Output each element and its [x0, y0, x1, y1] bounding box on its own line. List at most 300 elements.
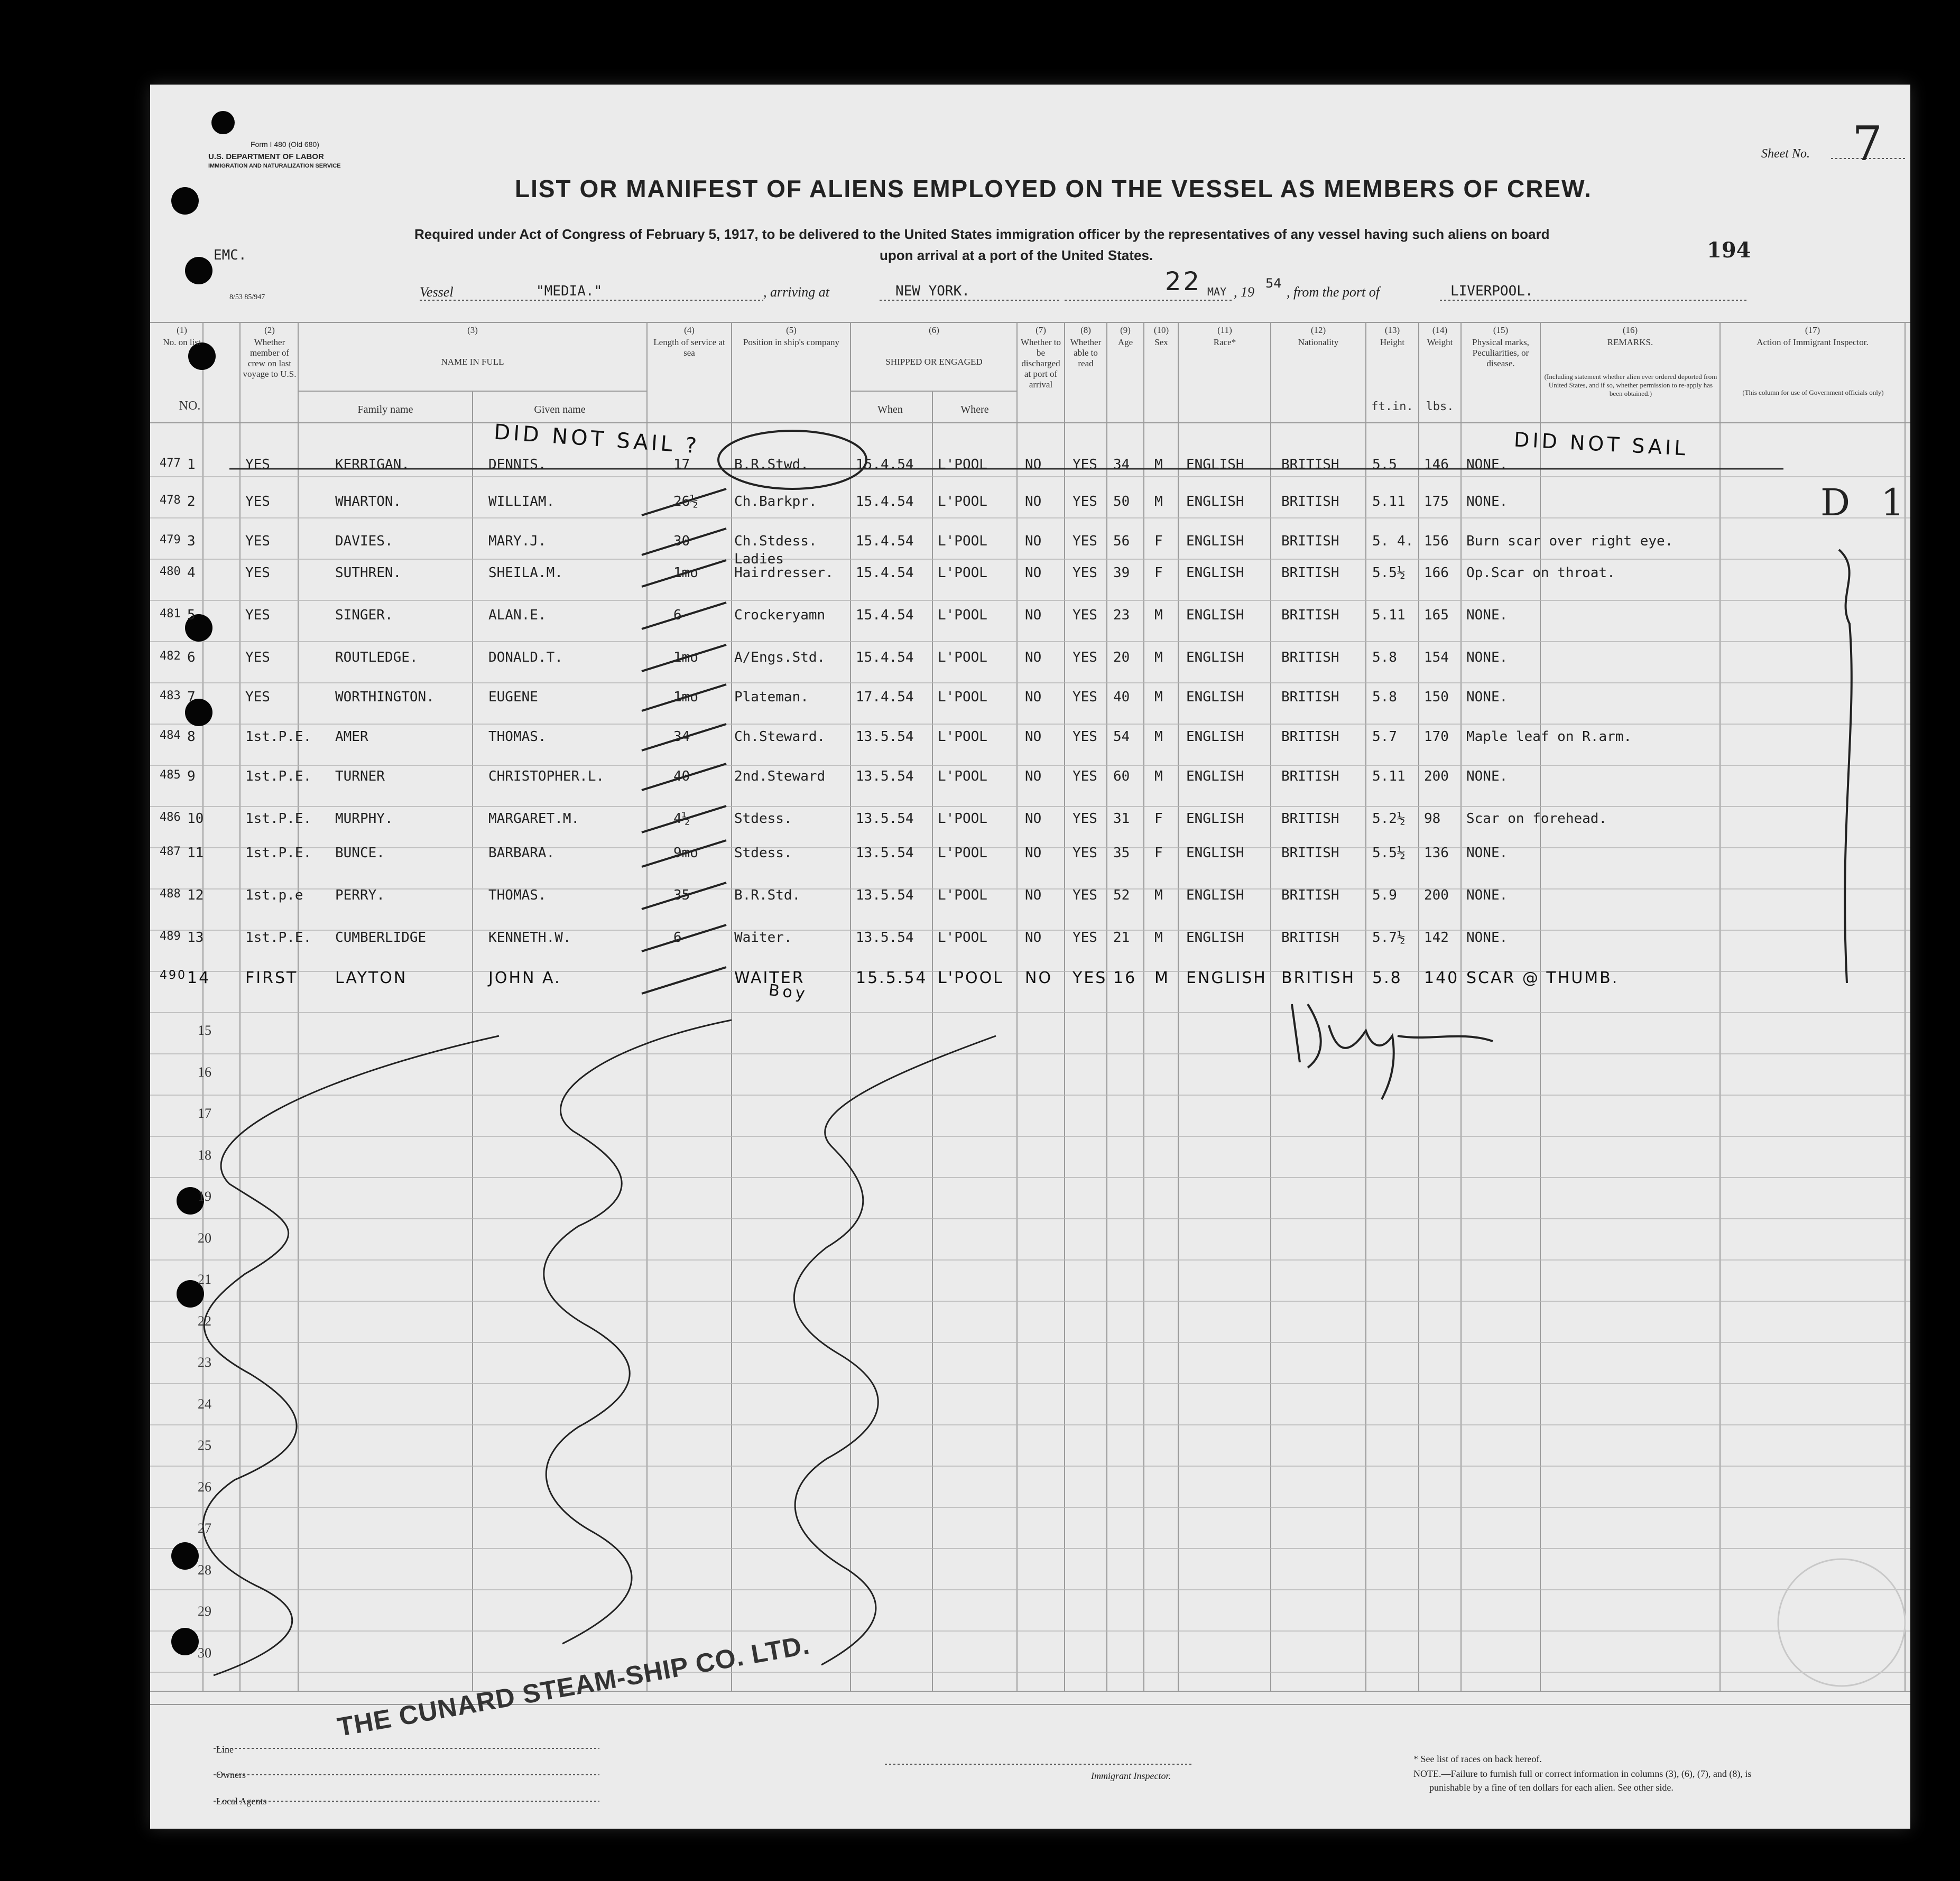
given-name: DONALD.T.: [488, 650, 563, 665]
subheader-height-units: ft.in.: [1371, 400, 1413, 413]
race: ENGLISH: [1186, 533, 1244, 549]
row-number: 1: [187, 457, 196, 472]
able-to-read: YES: [1073, 689, 1097, 705]
age: 52: [1113, 887, 1130, 903]
weight: 154: [1424, 650, 1449, 665]
length-of-service: 1mo: [673, 650, 698, 665]
length-of-service: 1mo: [673, 689, 698, 705]
discharge: NO: [1025, 930, 1042, 946]
length-of-service: 35: [673, 887, 690, 903]
race: ENGLISH: [1186, 494, 1244, 509]
last-voyage: YES: [245, 650, 270, 665]
position: B.R.Stwd.: [734, 457, 809, 472]
discharge: NO: [1025, 887, 1042, 903]
note-line-2: punishable by a fine of ten dollars for each alien. See other side.: [1429, 1782, 1674, 1793]
row-ref-number: 478: [160, 494, 181, 507]
row-number: 4: [187, 565, 196, 581]
discharge: NO: [1025, 650, 1042, 665]
weight: 156: [1424, 533, 1449, 549]
row-number: 8: [187, 729, 196, 745]
weight: 140: [1424, 969, 1459, 987]
punch-hole: [185, 257, 212, 284]
family-name: ROUTLEDGE.: [335, 650, 418, 665]
weight: 175: [1424, 494, 1449, 509]
table-row: [150, 922, 1910, 962]
line-label: Line: [216, 1744, 234, 1755]
sex: M: [1154, 457, 1163, 472]
height: 5.7: [1372, 729, 1397, 745]
weight: 98: [1424, 811, 1441, 827]
last-voyage: 1st.P.E.: [245, 930, 312, 946]
row-ref-number: 488: [160, 887, 181, 901]
given-name: ALAN.E.: [488, 607, 547, 623]
subheader-weight-units: lbs.: [1426, 400, 1454, 413]
from-label: , from the port of: [1287, 284, 1380, 300]
age: 34: [1113, 457, 1130, 472]
nationality: BRITISH: [1281, 607, 1339, 623]
punch-hole: [171, 1628, 199, 1655]
nationality: BRITISH: [1281, 533, 1339, 549]
row-number: 7: [187, 689, 196, 705]
length-of-service: 6: [673, 607, 682, 623]
column-number: (2): [264, 325, 275, 335]
blank-row-number: 30: [198, 1645, 211, 1661]
row-number: 2: [187, 494, 196, 509]
nationality: BRITISH: [1281, 729, 1339, 745]
column-label: Action of Immigrant Inspector.: [1756, 337, 1869, 347]
shipped-when: 15.4.54: [856, 565, 914, 581]
row-number: 14: [187, 969, 211, 987]
blank-row-number: 26: [198, 1479, 211, 1495]
weight: 150: [1424, 689, 1449, 705]
family-name: LAYTON: [335, 969, 408, 987]
physical-marks: Op.Scar on throat.: [1466, 565, 1615, 581]
sex: M: [1154, 969, 1170, 987]
row-ref-number: 480: [160, 565, 181, 578]
row-number: 12: [187, 887, 204, 903]
column-number: (3): [467, 325, 478, 335]
nationality: BRITISH: [1281, 845, 1339, 861]
column-label: Whether able to read: [1070, 337, 1102, 368]
column-number: (13): [1384, 325, 1400, 335]
row-ref-number: 489: [160, 930, 181, 943]
shipped-where: L'POOL: [938, 607, 987, 623]
family-name: SUTHREN.: [335, 565, 402, 581]
sex: M: [1154, 768, 1163, 784]
arriving-label: , arriving at: [763, 284, 829, 300]
shipped-when: 13.5.54: [856, 811, 914, 827]
nationality: BRITISH: [1281, 768, 1339, 784]
race: ENGLISH: [1186, 729, 1244, 745]
given-name: MARGARET.M.: [488, 811, 580, 827]
physical-marks: NONE.: [1466, 930, 1508, 946]
physical-marks: Burn scar over right eye.: [1466, 533, 1674, 549]
blank-row-number: 23: [198, 1355, 211, 1370]
sex: F: [1154, 565, 1163, 581]
age: 31: [1113, 811, 1130, 827]
family-name: TURNER: [335, 768, 385, 784]
vessel-name: "MEDIA.": [536, 283, 603, 299]
column-number: (6): [929, 325, 939, 335]
form-number: Form I 480 (Old 680): [251, 140, 319, 149]
given-name: THOMAS.: [488, 887, 547, 903]
company-stamp: THE CUNARD STEAM-SHIP CO. LTD.: [335, 1629, 812, 1743]
year-suffix: 54: [1265, 276, 1282, 291]
physical-marks: SCAR @ THUMB.: [1466, 969, 1619, 987]
blank-row-number: 20: [198, 1230, 211, 1246]
able-to-read: YES: [1073, 887, 1097, 903]
blank-row-number: 28: [198, 1562, 211, 1578]
column-number: (5): [786, 325, 797, 335]
nationality: BRITISH: [1281, 887, 1339, 903]
physical-marks: NONE.: [1466, 494, 1508, 509]
subheader-no: NO.: [179, 399, 201, 413]
height: 5.2½: [1372, 811, 1406, 827]
nationality: BRITISH: [1281, 930, 1339, 946]
shipped-when: 13.5.54: [856, 768, 914, 784]
last-voyage: YES: [245, 533, 270, 549]
sex: M: [1154, 729, 1163, 745]
race: ENGLISH: [1186, 930, 1244, 946]
height: 5.11: [1372, 607, 1406, 623]
discharge: NO: [1025, 607, 1042, 623]
family-name: PERRY.: [335, 887, 385, 903]
race: ENGLISH: [1186, 768, 1244, 784]
discharge: NO: [1025, 494, 1042, 509]
physical-marks: NONE.: [1466, 457, 1508, 472]
position: Ch.Stdess.: [734, 533, 817, 549]
race: ENGLISH: [1186, 811, 1244, 827]
row-number: 10: [187, 811, 204, 827]
row-number: 3: [187, 533, 196, 549]
physical-marks: NONE.: [1466, 607, 1508, 623]
weight: 165: [1424, 607, 1449, 623]
length-of-service: 17: [673, 457, 690, 472]
race: ENGLISH: [1186, 565, 1244, 581]
shipped-when: 13.5.54: [856, 729, 914, 745]
row-number: 13: [187, 930, 204, 946]
length-of-service: 30: [673, 533, 690, 549]
subheader-action-note: (This column for use of Government officials only): [1742, 388, 1884, 396]
column-label: Height: [1380, 337, 1405, 347]
able-to-read: YES: [1073, 768, 1097, 784]
column-label: Physical marks, Peculiarities, or disease.: [1472, 337, 1529, 368]
last-voyage: YES: [245, 457, 270, 472]
row-ref-number: 485: [160, 768, 181, 782]
row-ref-number: 483: [160, 689, 181, 702]
shipped-where: L'POOL: [938, 768, 987, 784]
position: Stdess.: [734, 811, 792, 827]
last-voyage: 1st.P.E.: [245, 729, 312, 745]
shipped-when: 17.4.54: [856, 689, 914, 705]
position: Ladies Hairdresser.: [734, 551, 834, 581]
shipped-where: L'POOL: [938, 887, 987, 903]
shipped-where: L'POOL: [938, 845, 987, 861]
note-line-1: NOTE.—Failure to furnish full or correct information in columns (3), (6), (7), and (8), is: [1413, 1768, 1752, 1779]
row-ref-number: 490: [160, 969, 187, 982]
race: ENGLISH: [1186, 607, 1244, 623]
column-number: (9): [1120, 325, 1131, 335]
given-name: EUGENE: [488, 689, 538, 705]
height: 5.5½: [1372, 565, 1406, 581]
inspector-mark: D 1: [1820, 481, 1914, 524]
blank-row-number: 19: [198, 1189, 211, 1204]
arrival-month: MAY: [1207, 285, 1227, 298]
race: ENGLISH: [1186, 457, 1244, 472]
nationality: BRITISH: [1281, 565, 1339, 581]
vessel-label: Vessel: [420, 284, 454, 300]
sex: F: [1154, 811, 1163, 827]
nationality: BRITISH: [1281, 494, 1339, 509]
blank-row-number: 21: [198, 1272, 211, 1287]
column-number: (14): [1432, 325, 1448, 335]
physical-marks: Maple leaf on R.arm.: [1466, 729, 1632, 745]
height: 5.7½: [1372, 930, 1406, 946]
column-number: (17): [1805, 325, 1820, 335]
table-row: [150, 838, 1910, 878]
boy-annotation: Boy: [768, 981, 809, 1004]
blank-row-number: 22: [198, 1313, 211, 1329]
weight: 166: [1424, 565, 1449, 581]
row-ref-number: 481: [160, 607, 181, 620]
length-of-service: 40: [673, 768, 690, 784]
sex: M: [1154, 494, 1163, 509]
age: 20: [1113, 650, 1130, 665]
blank-row-number: 25: [198, 1438, 211, 1453]
family-name: KERRIGAN.: [335, 457, 410, 472]
inspector-label: Immigrant Inspector.: [1091, 1771, 1171, 1781]
position: Stdess.: [734, 845, 792, 861]
nationality: BRITISH: [1281, 457, 1339, 472]
shipped-when: 13.5.54: [856, 845, 914, 861]
position: Plateman.: [734, 689, 809, 705]
family-name: DAVIES.: [335, 533, 393, 549]
table-row: [150, 600, 1910, 640]
form-code: EMC.: [214, 247, 247, 263]
age: 21: [1113, 930, 1130, 946]
age: 23: [1113, 607, 1130, 623]
position: WAITER: [734, 969, 805, 987]
column-number: (10): [1153, 325, 1169, 335]
row-number: 6: [187, 650, 196, 665]
table-row: [150, 880, 1910, 920]
blank-row-number: 24: [198, 1396, 211, 1412]
row-ref-number: 482: [160, 650, 181, 663]
weight: 136: [1424, 845, 1449, 861]
shipped-when: 15.4.54: [856, 533, 914, 549]
given-name: DENNIS.: [488, 457, 547, 472]
column-label: NAME IN FULL: [441, 357, 504, 367]
row-number: 9: [187, 768, 196, 784]
table-row: [150, 642, 1910, 682]
discharge: NO: [1025, 845, 1042, 861]
discharge: NO: [1025, 811, 1042, 827]
column-number: (7): [1036, 325, 1046, 335]
discharge: NO: [1025, 969, 1053, 987]
family-name: WORTHINGTON.: [335, 689, 434, 705]
shipped-when: 13.5.54: [856, 930, 914, 946]
physical-marks: NONE.: [1466, 689, 1508, 705]
subheader-given-name: Given name: [534, 404, 586, 415]
position: Ch.Steward.: [734, 729, 826, 745]
blank-row-number: 17: [198, 1106, 211, 1121]
position: Ch.Barkpr.: [734, 494, 817, 509]
did-not-sail-remark: DID NOT SAIL: [1513, 428, 1689, 460]
height: 5.5½: [1372, 845, 1406, 861]
family-name: MURPHY.: [335, 811, 393, 827]
table-row: [150, 965, 1910, 1005]
position: 2nd.Steward: [734, 768, 826, 784]
given-name: SHEILA.M.: [488, 565, 563, 581]
row-ref-number: 487: [160, 845, 181, 858]
sex: M: [1154, 887, 1163, 903]
punch-hole: [171, 187, 199, 215]
race: ENGLISH: [1186, 689, 1244, 705]
table-row: [150, 682, 1910, 722]
column-number: (12): [1310, 325, 1326, 335]
able-to-read: YES: [1073, 930, 1097, 946]
shipped-where: L'POOL: [938, 689, 987, 705]
column-label: Sex: [1154, 337, 1168, 347]
nationality: BRITISH: [1281, 969, 1356, 987]
shipped-where: L'POOL: [938, 457, 987, 472]
height: 5.11: [1372, 768, 1406, 784]
arriving-port: NEW YORK.: [895, 283, 970, 299]
sex: F: [1154, 533, 1163, 549]
column-label: Whether to be discharged at port of arrival: [1021, 337, 1061, 390]
length-of-service: 1mo: [673, 565, 698, 581]
sex: M: [1154, 650, 1163, 665]
from-port: LIVERPOOL.: [1450, 283, 1533, 299]
column-label: Race*: [1213, 337, 1236, 347]
races-note: * See list of races on back hereof.: [1413, 1754, 1542, 1764]
sex: F: [1154, 845, 1163, 861]
row-ref-number: 479: [160, 533, 181, 546]
able-to-read: YES: [1073, 729, 1097, 745]
family-name: WHARTON.: [335, 494, 402, 509]
table-row: [150, 761, 1910, 801]
subtitle-line-2: upon arrival at a port of the United States.: [880, 247, 1153, 263]
position: A/Engs.Std.: [734, 650, 826, 665]
column-number: (11): [1217, 325, 1232, 335]
race: ENGLISH: [1186, 887, 1244, 903]
given-name: BARBARA.: [488, 845, 555, 861]
shipped-where: L'POOL: [938, 533, 987, 549]
table-row: [150, 486, 1910, 526]
able-to-read: YES: [1073, 845, 1097, 861]
given-name: JOHN A.: [488, 969, 561, 987]
shipped-where: L'POOL: [938, 729, 987, 745]
punch-hole: [171, 1542, 199, 1570]
age: 40: [1113, 689, 1130, 705]
column-number: (1): [177, 325, 187, 335]
sheet-label: Sheet No.: [1761, 147, 1810, 161]
weight: 200: [1424, 768, 1449, 784]
sex: M: [1154, 689, 1163, 705]
length-of-service: 4½: [673, 811, 690, 827]
year-prefix: , 19: [1234, 284, 1254, 300]
position: Waiter.: [734, 930, 792, 946]
subheader-remarks-note: (Including statement whether alien ever ordered deported from United States, and if so, whether permission to re-apply has been obtained.): [1544, 373, 1717, 397]
last-voyage: YES: [245, 689, 270, 705]
shipped-where: L'POOL: [938, 565, 987, 581]
column-label: SHIPPED OR ENGAGED: [885, 357, 983, 367]
able-to-read: YES: [1073, 650, 1097, 665]
shipped-where: L'POOL: [938, 494, 987, 509]
sex: M: [1154, 607, 1163, 623]
weight: 200: [1424, 887, 1449, 903]
race: ENGLISH: [1186, 650, 1244, 665]
discharge: NO: [1025, 689, 1042, 705]
given-name: KENNETH.W.: [488, 930, 571, 946]
shipped-where: L'POOL: [938, 650, 987, 665]
shipped-when: 15.4.54: [856, 607, 914, 623]
height: 5.8: [1372, 689, 1397, 705]
able-to-read: YES: [1073, 494, 1097, 509]
shipped-when: 15.4.54: [856, 457, 914, 472]
weight: 170: [1424, 729, 1449, 745]
shipped-when: 15.4.54: [856, 494, 914, 509]
race: ENGLISH: [1186, 845, 1244, 861]
blank-row-number: 16: [198, 1064, 211, 1080]
family-name: AMER: [335, 729, 368, 745]
row-ref-number: 477: [160, 457, 181, 470]
age: 16: [1113, 969, 1137, 987]
physical-marks: NONE.: [1466, 650, 1508, 665]
physical-marks: NONE.: [1466, 768, 1508, 784]
page-title: LIST OR MANIFEST OF ALIENS EMPLOYED ON THE VESSEL AS MEMBERS OF CREW.: [515, 175, 1592, 202]
race: ENGLISH: [1186, 969, 1267, 987]
age: 35: [1113, 845, 1130, 861]
column-label: Weight: [1427, 337, 1453, 347]
family-name: CUMBERLIDGE: [335, 930, 427, 946]
subheader-when: When: [877, 404, 903, 415]
nationality: BRITISH: [1281, 689, 1339, 705]
department: U.S. DEPARTMENT OF LABOR: [208, 152, 324, 161]
discharge: NO: [1025, 565, 1042, 581]
height: 5.5: [1372, 457, 1397, 472]
last-voyage: FIRST: [245, 969, 298, 987]
discharge: NO: [1025, 457, 1042, 472]
weight: 146: [1424, 457, 1449, 472]
weight: 142: [1424, 930, 1449, 946]
length-of-service: 26½: [673, 494, 698, 509]
position: B.R.Std.: [734, 887, 801, 903]
length-of-service: 34: [673, 729, 690, 745]
able-to-read: YES: [1073, 811, 1097, 827]
height: 5.11: [1372, 494, 1406, 509]
shipped-when: 15.5.54: [856, 969, 928, 987]
column-number: (16): [1622, 325, 1638, 335]
height: 5.8: [1372, 969, 1402, 987]
given-name: WILLIAM.: [488, 494, 555, 509]
blank-row-number: 15: [198, 1023, 211, 1038]
length-of-service: 9mo: [673, 845, 698, 861]
arrival-day: 22: [1165, 267, 1202, 296]
age: 56: [1113, 533, 1130, 549]
able-to-read: YES: [1073, 457, 1097, 472]
given-name: CHRISTOPHER.L.: [488, 768, 605, 784]
discharge: NO: [1025, 729, 1042, 745]
physical-marks: NONE.: [1466, 887, 1508, 903]
position: Crockeryamn: [734, 607, 826, 623]
last-voyage: YES: [245, 565, 270, 581]
given-name: MARY.J.: [488, 533, 547, 549]
able-to-read: YES: [1073, 607, 1097, 623]
family-name: BUNCE.: [335, 845, 385, 861]
given-name: THOMAS.: [488, 729, 547, 745]
height: 5.9: [1372, 887, 1397, 903]
